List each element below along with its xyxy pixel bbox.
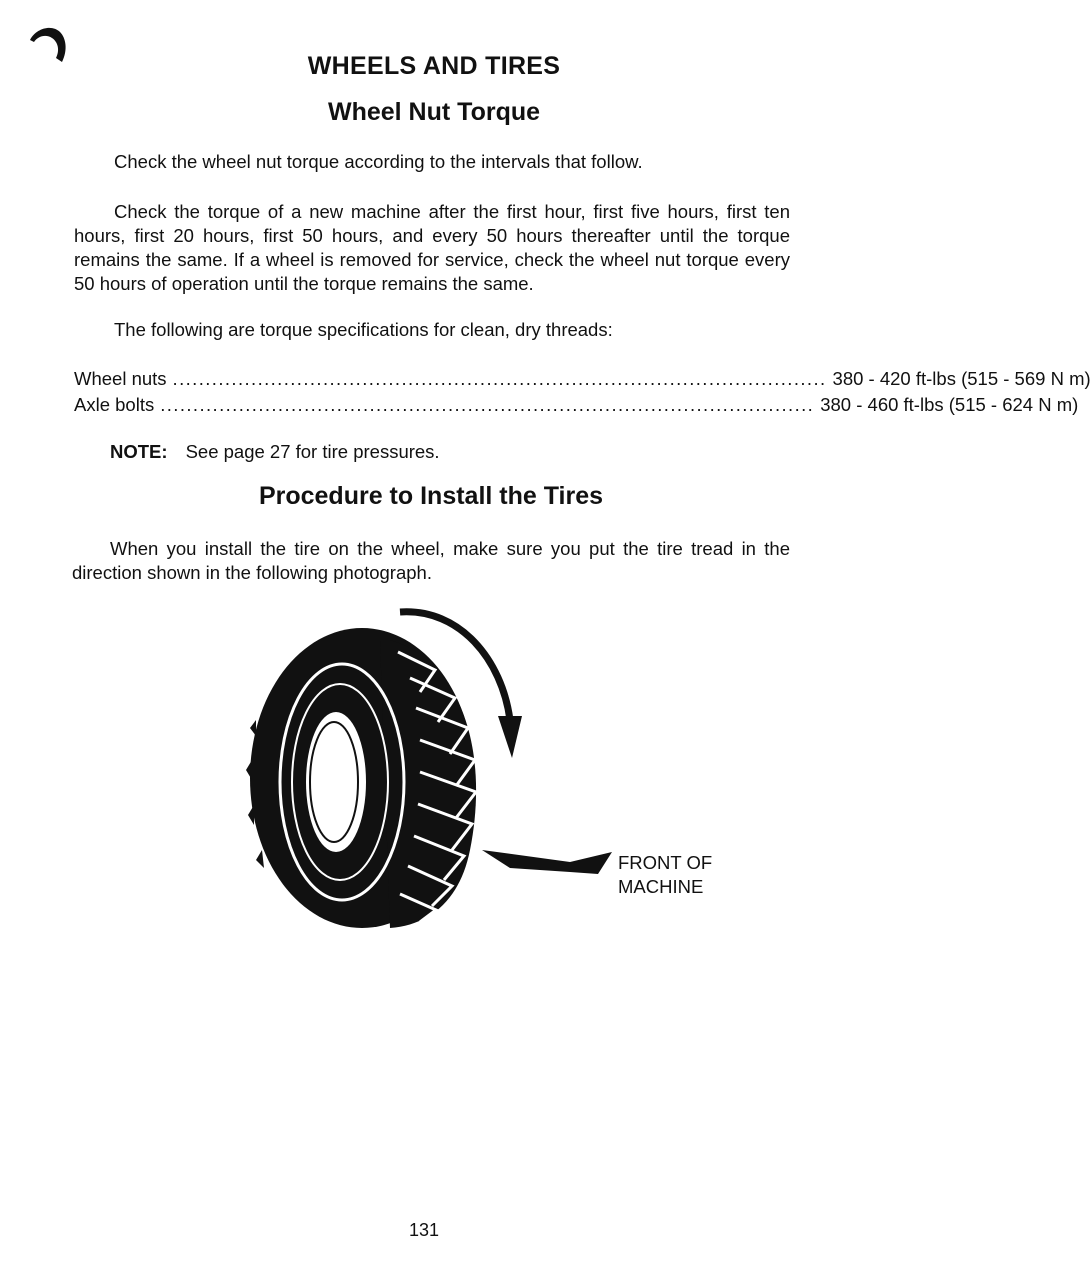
- leader-dots: ....................................................................................................: [172, 368, 827, 389]
- caption-line-1: FRONT OF: [618, 852, 713, 873]
- spec-label: Axle bolts: [74, 394, 155, 415]
- page-number: 131: [408, 1220, 440, 1240]
- spec-row-wheel-nuts: [74, 367, 1091, 391]
- tire-tread: [380, 640, 476, 928]
- caption-line-2: MACHINE: [618, 876, 704, 897]
- figure-caption: [618, 851, 712, 899]
- spec-value: 380 - 460 ft-lbs (515 - 624 N m): [820, 394, 1079, 415]
- note-text: See page 27 for tire pressures.: [185, 441, 440, 462]
- leader-dots: ....................................................................................................: [160, 394, 815, 415]
- note-label: NOTE:: [110, 441, 168, 462]
- page-title: WHEELS AND TIRES: [307, 52, 561, 80]
- torque-intro-text: Check the wheel nut torque according to the intervals that follow.: [114, 151, 643, 172]
- torque-body-text: Check the torque of a new machine after the first hour, first five hours, first ten hours, first 20 hours, first 50 hours, and every 50 hours thereafter until the torque remains the same. If a wheel is removed for service, check the wheel nut torque every 50 hours of operation until the torque remains the same.: [74, 201, 790, 294]
- spec-label: Wheel nuts: [74, 368, 167, 389]
- spec-value: 380 - 420 ft-lbs (515 - 569 N m): [832, 368, 1091, 389]
- torque-specs-intro: The following are torque specifications for clean, dry threads:: [114, 319, 613, 340]
- install-body-text: When you install the tire on the wheel, make sure you put the tire tread in the direction shown in the following photograph.: [72, 538, 790, 583]
- note: [110, 440, 440, 464]
- tractor-tire-illustration: [270, 600, 590, 930]
- spec-row-axle-bolts: [74, 393, 1079, 417]
- section-heading-wheel-nut-torque: Wheel Nut Torque: [327, 98, 541, 126]
- pointer-arrow-icon: [482, 850, 612, 874]
- section-heading-install-tires: Procedure to Install the Tires: [258, 482, 604, 510]
